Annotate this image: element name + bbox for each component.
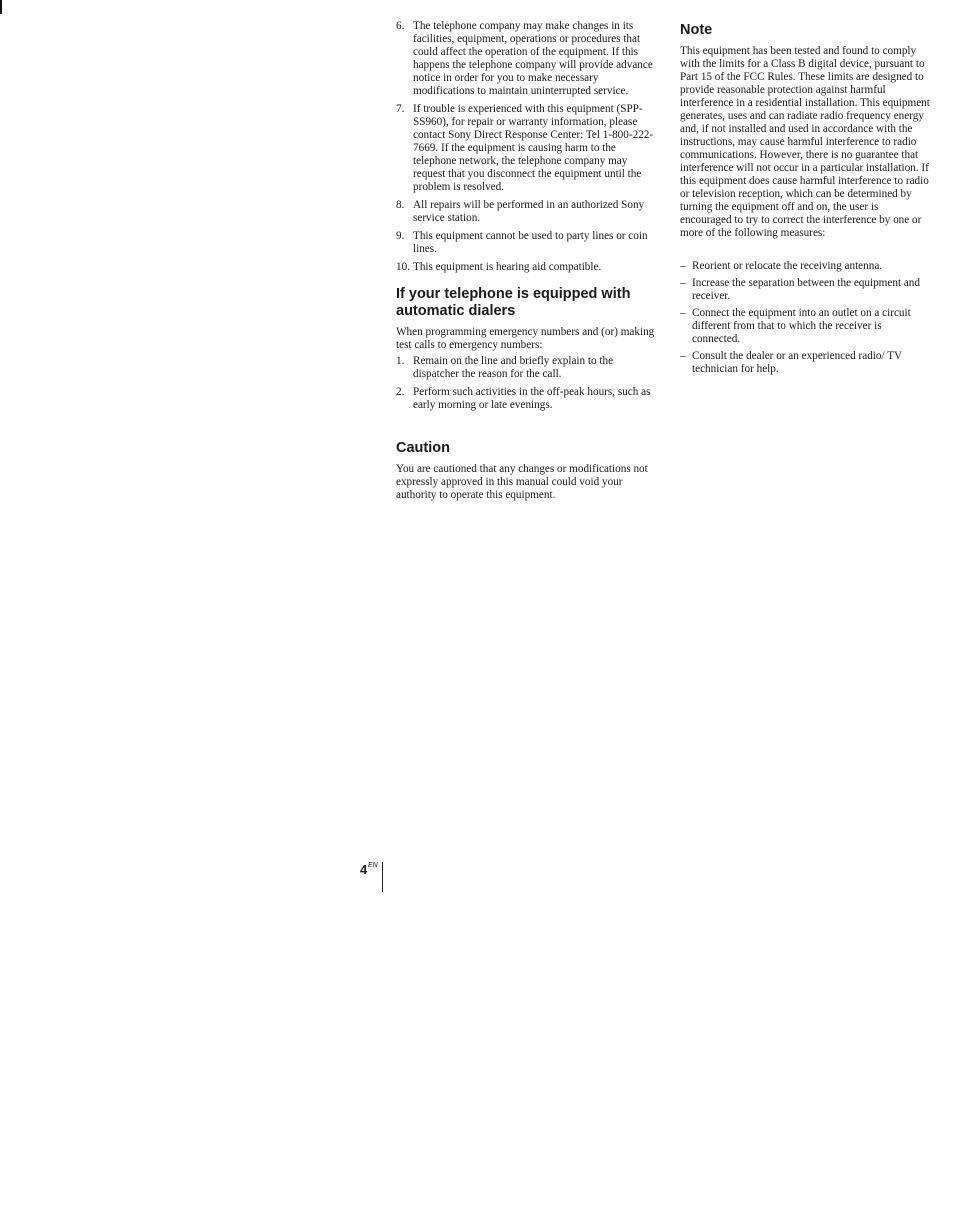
note-heading: Note [680, 22, 713, 38]
item-number: 6. [396, 20, 405, 32]
measures-list [680, 260, 932, 376]
footer-rule [382, 862, 383, 892]
list-item [680, 307, 932, 346]
list-dash: – [680, 307, 686, 319]
fcc-requirements-list [396, 20, 658, 274]
list-item [396, 386, 658, 412]
auto-dialers-heading: If your telephone is equipped with automatic dialers [396, 286, 631, 319]
item-number: 10. [396, 261, 410, 273]
right-column [680, 22, 932, 380]
list-dash: – [680, 260, 686, 272]
auto-dialers-intro: When programming emergency numbers and (or) making test calls to emergency numbers: [396, 326, 655, 351]
item-number: 7. [396, 103, 405, 115]
list-item [680, 260, 932, 273]
item-text: The telephone company may make changes in its facilities, equipment, operations or procedures that could affect the operation of the equipment. If this happens the telephone company will provide advance notice in order for you to make necessary modifications to maintain uninterrupted service. [413, 20, 653, 97]
item-number: 8. [396, 199, 405, 211]
page-number: 4 [360, 862, 368, 877]
item-number: 1. [396, 355, 405, 367]
list-item [680, 350, 932, 376]
item-text: If trouble is experienced with this equipment (SPP-SS960), for repair or warranty information, please contact Sony Direct Response Center: Tel 1-800-222-7669. If the equipment is causing harm to the telephone network, the telephone company may request that you disconnect the equipment until the problem is resolved. [413, 103, 654, 193]
item-number: 9. [396, 230, 405, 242]
item-text: Reorient or relocate the receiving antenna. [692, 260, 883, 272]
caution-heading: Caution [396, 440, 450, 456]
list-item [396, 230, 658, 256]
item-text: This equipment cannot be used to party lines or coin lines. [413, 230, 648, 255]
edge-mark [0, 0, 2, 14]
note-text: This equipment has been tested and found to comply with the limits for a Class B digital device, pursuant to Part 15 of the FCC Rules. These limits are designed to provide reasonable protection against harmful interference in a residential installation. This equipment generates, uses and can radiate radio frequency energy and, if not installed and used in accordance with the instructions, may cause harmful interference to radio communications. However, there is no guarantee that interference will not occur in a particular installation. If this equipment does cause harmful interference to radio or television reception, which can be determined by turning the equipment off and on, the user is encouraged to try to correct the interference by one or more of the following measures: [680, 45, 930, 239]
item-text: Increase the separation between the equipment and receiver. [692, 277, 920, 302]
item-number: 2. [396, 386, 405, 398]
auto-dialers-list [396, 355, 658, 412]
page-suffix: EN [368, 862, 378, 869]
item-text: Connect the equipment into an outlet on a circuit different from that to which the receiver is connected. [692, 307, 911, 345]
list-item [396, 103, 658, 194]
item-text: Perform such activities in the off-peak hours, such as early morning or late evenings. [413, 386, 651, 411]
item-text: Consult the dealer or an experienced radio/ TV technician for help. [692, 350, 902, 375]
list-item [680, 277, 932, 303]
caution-text: You are cautioned that any changes or modifications not expressly approved in this manual could void your authority to operate this equipment. [396, 463, 648, 501]
list-dash: – [680, 350, 686, 362]
item-text: Remain on the line and briefly explain to the dispatcher the reason for the call. [413, 355, 614, 380]
list-item [396, 20, 658, 98]
item-text: This equipment is hearing aid compatible. [413, 261, 602, 273]
list-dash: – [680, 277, 686, 289]
middle-column [396, 20, 658, 502]
list-item [396, 261, 658, 274]
list-item [396, 355, 658, 381]
list-item [396, 199, 658, 225]
item-text: All repairs will be performed in an authorized Sony service station. [413, 199, 645, 224]
